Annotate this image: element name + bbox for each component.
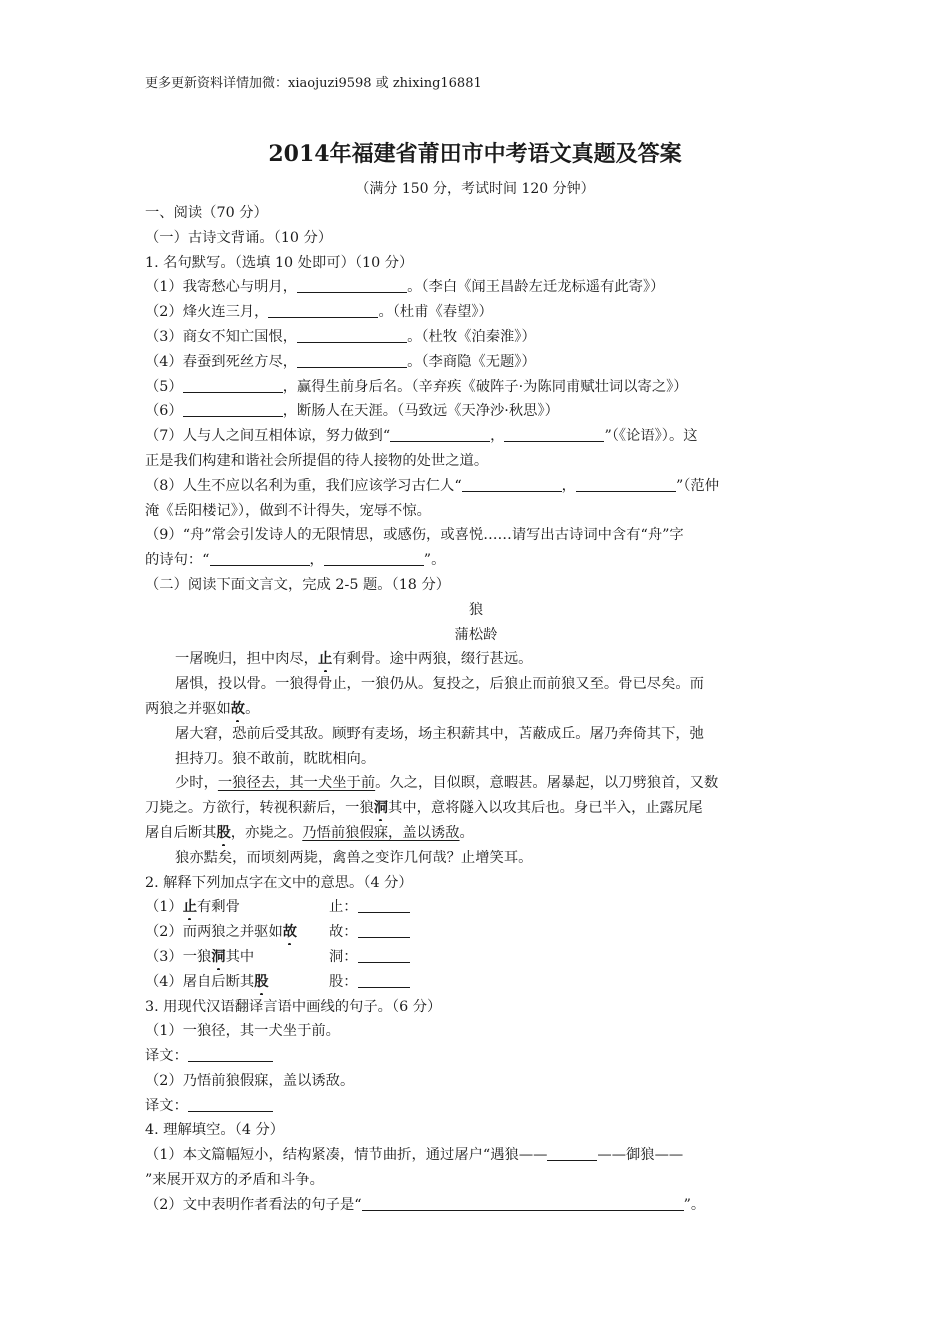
passage-paragraph: 狼亦黠矣，而顷刻两毙，禽兽之变诈几何哉？止增笑耳。 <box>175 849 533 866</box>
q2-item: （4）屠自后断其股 股： <box>145 970 807 995</box>
answer-blank[interactable] <box>358 947 410 963</box>
q2-item: （2）而两狼之并驱如故 故： <box>145 920 807 945</box>
q1-item: （3）商女不知亡国恨， 。（杜牧《泊秦淮》） <box>145 328 536 345</box>
q1-item: （7）人与人之间互相体谅，努力做到“ ， ”（《论语》）。这 <box>145 428 698 445</box>
q3-item: （1）一狼径，其一犬坐于前。 <box>145 1023 340 1040</box>
answer-blank[interactable] <box>462 476 562 492</box>
answer-blank[interactable] <box>358 922 410 938</box>
q2-item: （1）止有剩骨 止： <box>145 895 807 920</box>
translation-line: 译文： <box>145 1044 807 1069</box>
passage-paragraph-cont: 担持刀。狼不敢前，眈眈相向。 <box>175 750 376 767</box>
answer-blank[interactable] <box>297 277 407 293</box>
passage-paragraph-cont: 刀毙之。方欲行，转视积薪后，一狼洞其中，意将隧入以攻其后也。身已半入，止露尻尾 <box>145 796 807 821</box>
translation-line: 译文： <box>145 1094 807 1119</box>
answer-blank[interactable] <box>183 401 283 417</box>
passage-paragraph-cont: 屠自后断其股，亦毙之。乃悟前狼假寐，盖以诱敌。 <box>145 821 807 846</box>
page-title: 2014年福建省莆田市中考语文真题及答案 <box>268 141 682 167</box>
q4-item: （2）文中表明作者看法的句子是“ ”。 <box>145 1196 706 1213</box>
q1-item: （5） ，赢得生前身后名。（辛弃疾《破阵子·为陈同甫赋壮词以寄之》） <box>145 378 688 395</box>
answer-blank[interactable] <box>210 550 310 566</box>
passage-paragraph: 屠大窘，恐前后受其敌。顾野有麦场，场主积薪其中，苫蔽成丘。屠乃奔倚其下，弛 <box>175 725 704 742</box>
question-1: 1. 名句默写。（选填 10 处即可）（10 分） <box>145 254 414 271</box>
q4-item: （1）本文篇幅短小，结构紧凑，情节曲折，通过屠户“遇狼—— ——御狼—— <box>145 1147 684 1164</box>
answer-blank[interactable] <box>188 1096 273 1112</box>
exam-info: （满分 150 分，考试时间 120 分钟） <box>355 181 595 197</box>
exam-content <box>145 201 807 1218</box>
answer-blank[interactable] <box>188 1046 273 1062</box>
text-author: 蒲松龄 <box>454 626 498 643</box>
promo-text: 更多更新资料详情加微：xiaojuzi9598 或 zhixing16881 <box>145 76 482 91</box>
passage-paragraph-cont: 两狼之并驱如故。 <box>145 697 807 722</box>
answer-blank[interactable] <box>504 426 604 442</box>
question-4: 4. 理解填空。（4 分） <box>145 1122 285 1139</box>
answer-blank[interactable] <box>183 377 283 393</box>
q1-item: （9）“舟”常会引发诗人的无限情思，或感伤，或喜悦……请写出古诗词中含有“舟”字 <box>145 527 684 544</box>
answer-blank[interactable] <box>390 426 490 442</box>
subsection-heading: （一）古诗文背诵。（10 分） <box>145 229 333 246</box>
q1-item-cont: 的诗句：“ ， ”。 <box>145 552 446 569</box>
q1-item: （6） ，断肠人在天涯。（马致远《天净沙·秋思》） <box>145 403 559 420</box>
passage-paragraph: 屠惧，投以骨。一狼得骨止，一狼仍从。复投之，后狼止而前狼又至。骨已尽矣。而 <box>175 676 704 693</box>
answer-blank[interactable] <box>358 972 410 988</box>
answer-blank[interactable] <box>576 476 676 492</box>
passage-paragraph: 一屠晚归，担中肉尽，止有剩骨。途中两狼，缀行甚远。 <box>145 647 807 672</box>
subsection-heading: （二）阅读下面文言文，完成 2-5 题。（18 分） <box>145 576 451 593</box>
answer-blank[interactable] <box>362 1195 684 1211</box>
q1-item: （1）我寄愁心与明月， 。（李白《闻王昌龄左迁龙标遥有此寄》） <box>145 279 665 296</box>
question-3: 3. 用现代汉语翻译言语中画线的句子。（6 分） <box>145 998 442 1015</box>
q2-item: （3）一狼洞其中 洞： <box>145 945 807 970</box>
answer-blank[interactable] <box>297 327 407 343</box>
answer-blank[interactable] <box>324 550 424 566</box>
answer-blank[interactable] <box>297 352 407 368</box>
answer-blank[interactable] <box>358 897 410 913</box>
passage-paragraph: 少时，一狼径去，其一犬坐于前。久之，目似瞑，意暇甚。屠暴起，以刀劈狼首，又数 <box>175 775 719 792</box>
section-heading: 一、阅读（70 分） <box>145 205 268 221</box>
q1-item: （2）烽火连三月， 。（杜甫《春望》） <box>145 304 493 321</box>
q1-item: （4）春蚕到死丝方尽， 。（李商隐《无题》） <box>145 353 536 370</box>
underlined-sentence: 一狼径去，其一犬坐于前 <box>217 775 376 792</box>
q1-item-cont: 淹《岳阳楼记》），做到不计得失，宠辱不惊。 <box>145 502 431 519</box>
q1-item: （8）人生不应以名利为重，我们应该学习古仁人“ ， ”（范仲 <box>145 477 719 494</box>
answer-blank[interactable] <box>268 302 378 318</box>
question-2: 2. 解释下列加点字在文中的意思。（4 分） <box>145 874 413 891</box>
underlined-sentence: 乃悟前狼假寐，盖以诱敌 <box>302 824 460 841</box>
answer-blank[interactable] <box>547 1145 597 1161</box>
q1-item-cont: 正是我们构建和谐社会所提倡的待人接物的处世之道。 <box>145 452 489 469</box>
q3-item: （2）乃悟前狼假寐，盖以诱敌。 <box>145 1072 355 1089</box>
text-title: 狼 <box>468 601 484 618</box>
q4-item-cont: ”来展开双方的矛盾和斗争。 <box>145 1172 324 1189</box>
